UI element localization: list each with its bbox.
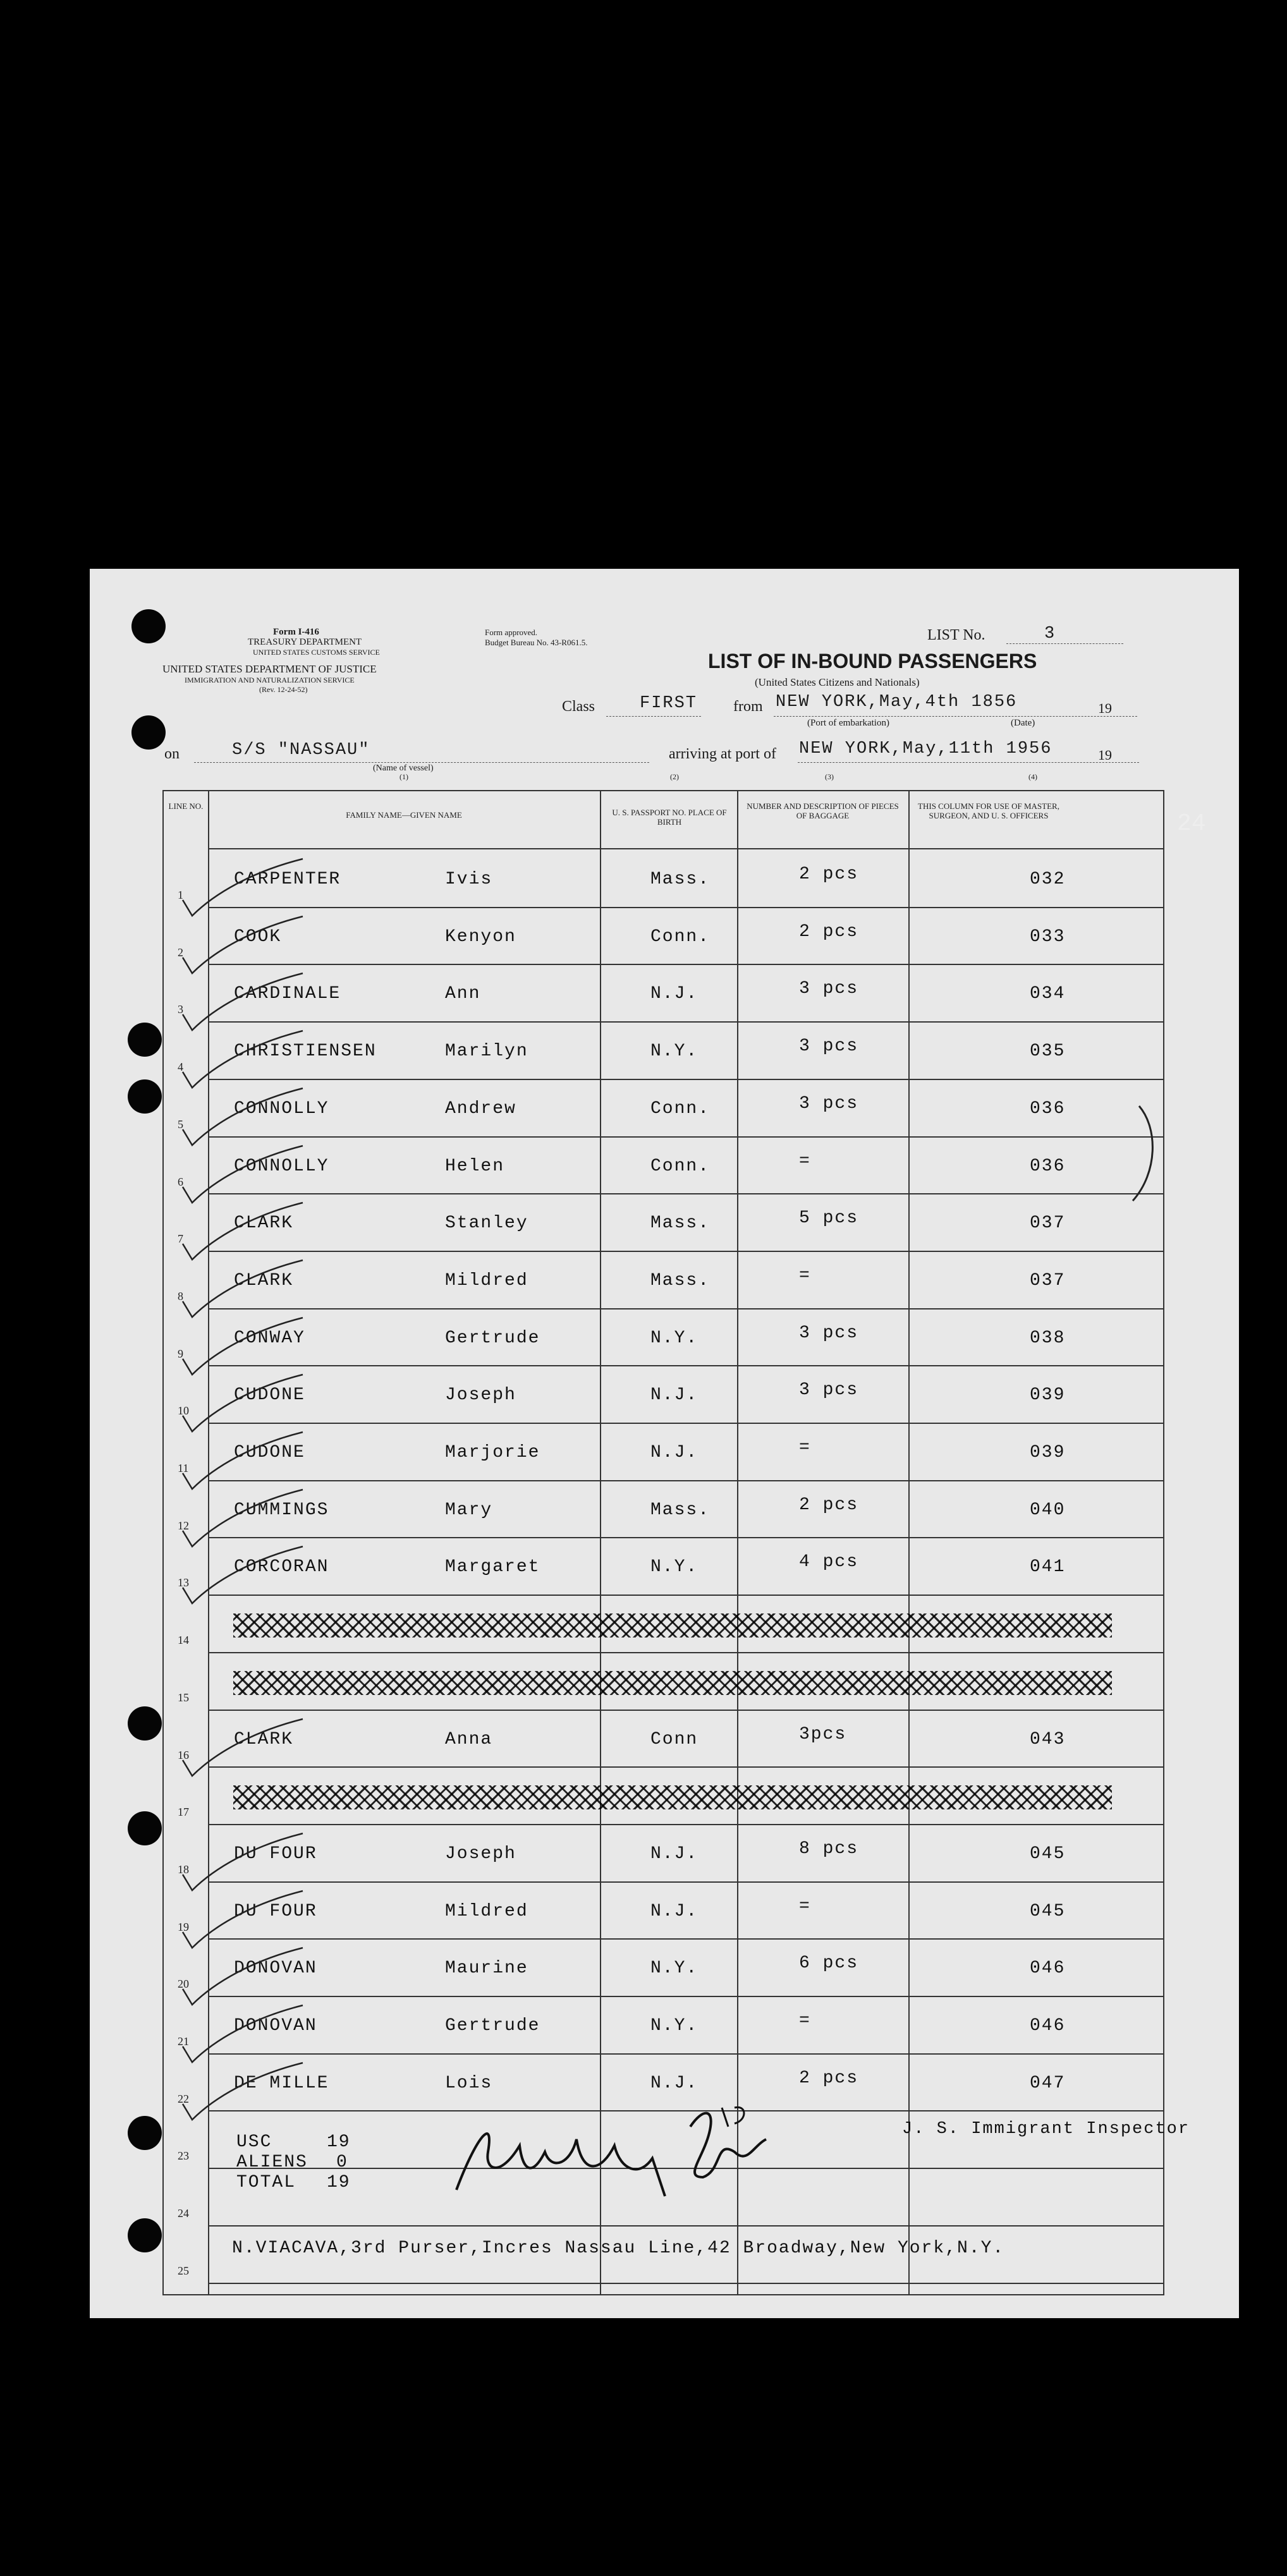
given-name: Mary [445,1500,493,1520]
col-header-officers: THIS COLUMN FOR USE OF MASTER, SURGEON, AND U. S. OFFICERS [918,801,1059,820]
struck-out-entry [233,1785,1112,1809]
year-prefix-2: 19 [1098,747,1112,763]
officer-code: 039 [1030,1443,1066,1462]
line-number: 11 [178,1462,189,1474]
inspector-signature [450,2101,779,2209]
baggage: = [799,1151,811,1171]
vessel-label: (Name of vessel) [373,763,434,773]
baggage: = [799,1438,811,1457]
line-number: 17 [178,1806,189,1819]
baggage: 3 pcs [799,1093,859,1114]
column-divider [908,791,910,2294]
punch-hole [128,1079,162,1114]
immigrant-inspector-label: J. S. Immigrant Inspector [902,2120,1190,2139]
family-name: CARPENTER [234,870,341,889]
baggage: 3 pcs [799,1036,859,1057]
officer-code: 047 [1030,2073,1066,2093]
given-name: Ann [445,984,481,1004]
check-mark [170,1716,315,1785]
place-of-birth: N.Y. [650,1328,698,1348]
given-name: Helen [445,1156,505,1176]
officer-code: 032 [1030,870,1066,889]
punch-hole [131,715,166,750]
line-number: 23 [178,2149,189,2163]
place-of-birth: Mass. [650,1213,711,1234]
officer-code: 039 [1030,1385,1066,1406]
row-divider [208,1193,1163,1194]
officer-code: 045 [1030,1901,1066,1921]
officer-code: 036 [1030,1098,1066,1119]
line-number: 12 [178,1519,189,1532]
given-name: Stanley [445,1213,528,1234]
line-number: 3 [178,1003,183,1016]
row-divider [208,1021,1163,1023]
list-no-value: 3 [1044,624,1056,643]
row-divider [208,1996,1163,1997]
col-header-passport: U. S. PASSPORT NO. PLACE OF BIRTH [612,808,727,827]
place-of-birth: N.J. [650,1901,698,1921]
ins-service: IMMIGRATION AND NATURALIZATION SERVICE [185,676,355,684]
officer-code: 043 [1030,1729,1066,1749]
date-label: (Date) [1011,718,1035,728]
place-of-birth: N.J. [650,1844,698,1864]
row-divider [208,1938,1163,1940]
punch-hole [128,1023,162,1057]
officer-code: 046 [1030,2016,1066,2036]
place-of-birth: Mass. [650,1500,711,1520]
given-name: Ivis [445,870,493,889]
punch-hole [128,2218,162,2252]
baggage: 5 pcs [799,1208,859,1229]
baggage: 2 pcs [799,865,859,884]
line-number: 2 [178,945,183,959]
officer-code: 046 [1030,1959,1066,1979]
check-mark [170,1543,315,1613]
given-name: Anna [445,1729,493,1749]
passenger-table [162,790,1164,2295]
line-number: 1 [178,889,183,901]
line-number: 13 [178,1576,189,1589]
line-number: 5 [178,1117,183,1131]
list-no-label: LIST No. [927,627,985,643]
family-name: CARDINALE [234,984,341,1004]
revision: (Rev. 12-24-52) [259,685,308,694]
row-divider [208,1766,1163,1768]
given-name: Mildred [445,1270,528,1291]
family-name: DE MILLE [234,2073,329,2093]
vessel-name: S/S "NASSAU" [232,741,370,760]
treasury-dept: TREASURY DEPARTMENT [248,637,362,647]
family-name: CUDONE [234,1443,305,1462]
place-of-birth: N.J. [650,1443,698,1462]
given-name: Joseph [445,1385,516,1406]
place-of-birth: Conn [650,1729,698,1749]
struck-out-entry [233,1613,1112,1637]
line-number: 18 [178,1862,189,1876]
baggage: 3 pcs [799,1323,859,1343]
line-number: 6 [178,1175,183,1188]
row-divider [208,1595,1163,1596]
col-number-3: (3) [825,772,834,781]
given-name: Margaret [445,1557,540,1577]
officer-code: 041 [1030,1557,1066,1577]
page-number: 24 [1177,810,1206,837]
baggage: = [799,1896,811,1916]
punch-hole [128,1811,162,1845]
baggage: 8 pcs [799,1838,859,1859]
given-name: Maurine [445,1959,528,1979]
on-label: on [164,746,180,762]
customs-service: UNITED STATES CUSTOMS SERVICE [253,648,380,657]
officer-code: 034 [1030,984,1066,1004]
line-number: 10 [178,1404,189,1418]
baggage: 6 pcs [799,1953,859,1974]
col-header-name: FAMILY NAME—GIVEN NAME [346,810,462,820]
family-name: DU FOUR [234,1901,317,1921]
line-number: 19 [178,1920,189,1933]
line-number: 14 [178,1634,189,1647]
row-divider [208,2053,1163,2055]
family-name: CLARK [234,1270,294,1291]
baggage: 2 pcs [799,2068,859,2088]
form-number: Form I-416 [273,627,319,637]
col-number-4: (4) [1028,772,1037,781]
usc-label: USC [236,2132,272,2152]
row-divider [208,1251,1163,1252]
baggage: 4 pcs [799,1552,859,1572]
punch-hole [131,609,166,643]
purser-line: N.VIACAVA,3rd Purser,Incres Nassau Line,42 Broadway,New York,N.Y. [232,2239,1005,2258]
given-name: Marilyn [445,1042,528,1062]
check-mark [170,2060,315,2129]
family-name: CUDONE [234,1385,305,1406]
family-name: CLARK [234,1729,294,1749]
line-number: 21 [178,2035,189,2048]
family-name: CUMMINGS [234,1500,329,1520]
given-name: Kenyon [445,927,516,947]
col-number-1: (1) [400,772,408,781]
line-number: 9 [178,1347,183,1360]
family-name: CORCORAN [234,1557,329,1577]
family-name: DONOVAN [234,2016,317,2036]
line-number: 4 [178,1060,183,1074]
place-of-birth: Conn. [650,927,711,947]
given-name: Joseph [445,1844,516,1864]
line-number: 22 [178,2092,189,2105]
line-number: 25 [178,2264,189,2277]
class-value: FIRST [640,694,698,713]
row-divider [208,1423,1163,1424]
column-divider [600,791,601,2294]
vessel-line [194,762,649,763]
place-of-birth: Mass. [650,870,711,889]
port-embarkation-label: (Port of embarkation) [807,718,889,728]
given-name: Gertrude [445,2016,540,2036]
baggage: 3pcs [799,1724,847,1744]
struck-out-entry [233,1671,1112,1695]
page-subtitle: (United States Citizens and Nationals) [755,676,920,688]
arriving-label: arriving at port of [669,746,776,762]
total-value: 19 [327,2173,351,2192]
header-divider [208,848,1163,849]
row-divider [208,1308,1163,1309]
officer-code: 045 [1030,1844,1066,1864]
from-line [774,716,1137,717]
line-number: 20 [178,1978,189,1991]
budget-bureau: Budget Bureau No. 43-R061.5. [485,638,588,647]
place-of-birth: Mass. [650,1270,711,1291]
officer-code: 037 [1030,1213,1066,1234]
line-number: 24 [178,2207,189,2220]
place-of-birth: N.Y. [650,1959,698,1979]
officer-code: 035 [1030,1042,1066,1062]
margin-bracket-mark [1114,1103,1164,1204]
class-label: Class [562,698,595,715]
family-name: DU FOUR [234,1844,317,1864]
place-of-birth: N.Y. [650,1557,698,1577]
baggage: = [799,2011,811,2031]
row-divider [208,1480,1163,1481]
punch-hole [128,1706,162,1741]
place-of-birth: N.J. [650,1385,698,1406]
family-name: DONOVAN [234,1959,317,1979]
place-of-birth: N.Y. [650,1042,698,1062]
place-of-birth: N.Y. [650,2016,698,2036]
line-number: 16 [178,1748,189,1761]
officer-code: 037 [1030,1270,1066,1291]
officer-code: 036 [1030,1156,1066,1176]
row-divider [208,1710,1163,1711]
form-approved: Form approved. [485,628,538,637]
arriving-value: NEW YORK,May,11th 1956 [799,739,1052,758]
family-name: CLARK [234,1213,294,1234]
family-name: CONWAY [234,1328,305,1348]
given-name: Marjorie [445,1443,540,1462]
col-header-baggage: NUMBER AND DESCRIPTION OF PIECES OF BAGGAGE [747,801,899,820]
year-prefix-1: 19 [1098,700,1112,716]
from-label: from [733,698,763,715]
given-name: Lois [445,2073,493,2093]
aliens-value: 0 [336,2153,348,2172]
officer-code: 038 [1030,1328,1066,1348]
usc-value: 19 [327,2132,351,2152]
given-name: Gertrude [445,1328,540,1348]
row-divider [208,1881,1163,1883]
baggage: 3 pcs [799,1380,859,1400]
justice-dept: UNITED STATES DEPARTMENT OF JUSTICE [162,663,377,675]
baggage: 2 pcs [799,921,859,942]
col-number-2: (2) [670,772,679,781]
line-number: 15 [178,1691,189,1704]
row-divider [208,1824,1163,1825]
row-divider [208,964,1163,965]
given-name: Andrew [445,1098,516,1119]
family-name: CONNOLLY [234,1098,329,1119]
class-line [606,716,701,717]
row-divider [208,1079,1163,1080]
row-divider [208,1652,1163,1653]
officer-code: 033 [1030,927,1066,947]
family-name: CONNOLLY [234,1156,329,1176]
list-no-line [1006,643,1123,644]
row-divider [208,907,1163,908]
row-divider [208,1365,1163,1366]
page-title: LIST OF IN-BOUND PASSENGERS [708,650,1037,672]
arriving-line [798,762,1139,763]
line-number: 7 [178,1232,183,1246]
given-name: Mildred [445,1901,528,1921]
row-divider [208,1136,1163,1138]
row-divider [208,2283,1163,2284]
family-name: COOK [234,927,282,947]
row-divider [208,1537,1163,1538]
total-label: TOTAL [236,2173,296,2192]
baggage: 2 pcs [799,1495,859,1515]
col-header-line: LINE NO. [168,801,204,811]
family-name: CHRISTIENSEN [234,1042,377,1062]
line-number: 8 [178,1289,183,1303]
place-of-birth: N.J. [650,2073,698,2093]
baggage: 3 pcs [799,979,859,999]
place-of-birth: Conn. [650,1098,711,1119]
aliens-label: ALIENS [236,2153,308,2172]
manifest-page [90,569,1239,2318]
from-value: NEW YORK,May,4th 1856 [776,693,1018,712]
row-divider [208,2225,1163,2227]
column-divider [737,791,738,2294]
baggage: = [799,1265,811,1285]
punch-hole [128,2116,162,2150]
place-of-birth: Conn. [650,1156,711,1176]
place-of-birth: N.J. [650,984,698,1004]
officer-code: 040 [1030,1500,1066,1520]
